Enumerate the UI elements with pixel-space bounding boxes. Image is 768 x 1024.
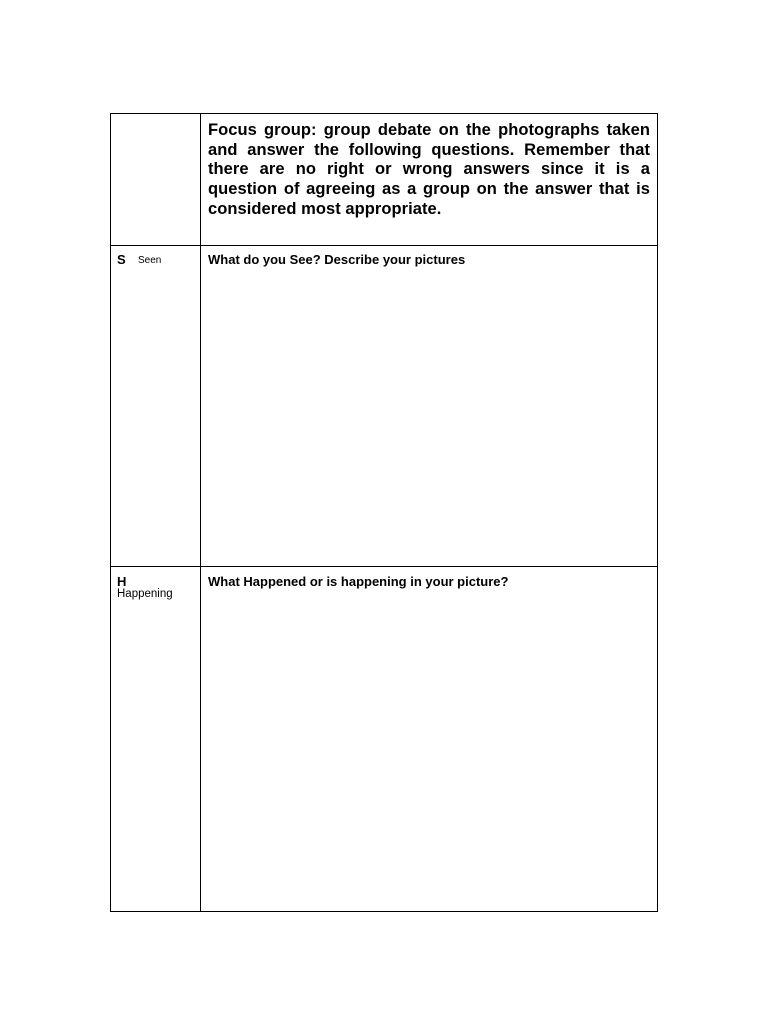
seen-row <box>111 246 657 567</box>
seen-answer-cell[interactable] <box>201 246 657 566</box>
header-row <box>111 114 657 246</box>
happening-question: What Happened or is happening in your picture? <box>208 574 509 589</box>
header-left-cell <box>111 114 201 245</box>
happening-label-cell <box>111 567 201 911</box>
seen-letter: S <box>117 252 126 267</box>
instructions-text: Focus group: group debate on the photographs taken and answer the following questions. Remember that there are no right or wrong answers since it is a question of agreeing as a group on the answer that is considered most appropriate. <box>208 121 650 218</box>
seen-label-cell <box>111 246 201 566</box>
header-right-cell <box>201 114 657 245</box>
happening-row <box>111 567 657 911</box>
happening-word: Happening <box>117 588 173 600</box>
worksheet-table <box>110 113 658 912</box>
happening-answer-cell[interactable] <box>201 567 657 911</box>
seen-word: Seen <box>138 255 162 266</box>
seen-question: What do you See? Describe your pictures <box>208 252 466 267</box>
happening-letter: H <box>117 574 127 589</box>
